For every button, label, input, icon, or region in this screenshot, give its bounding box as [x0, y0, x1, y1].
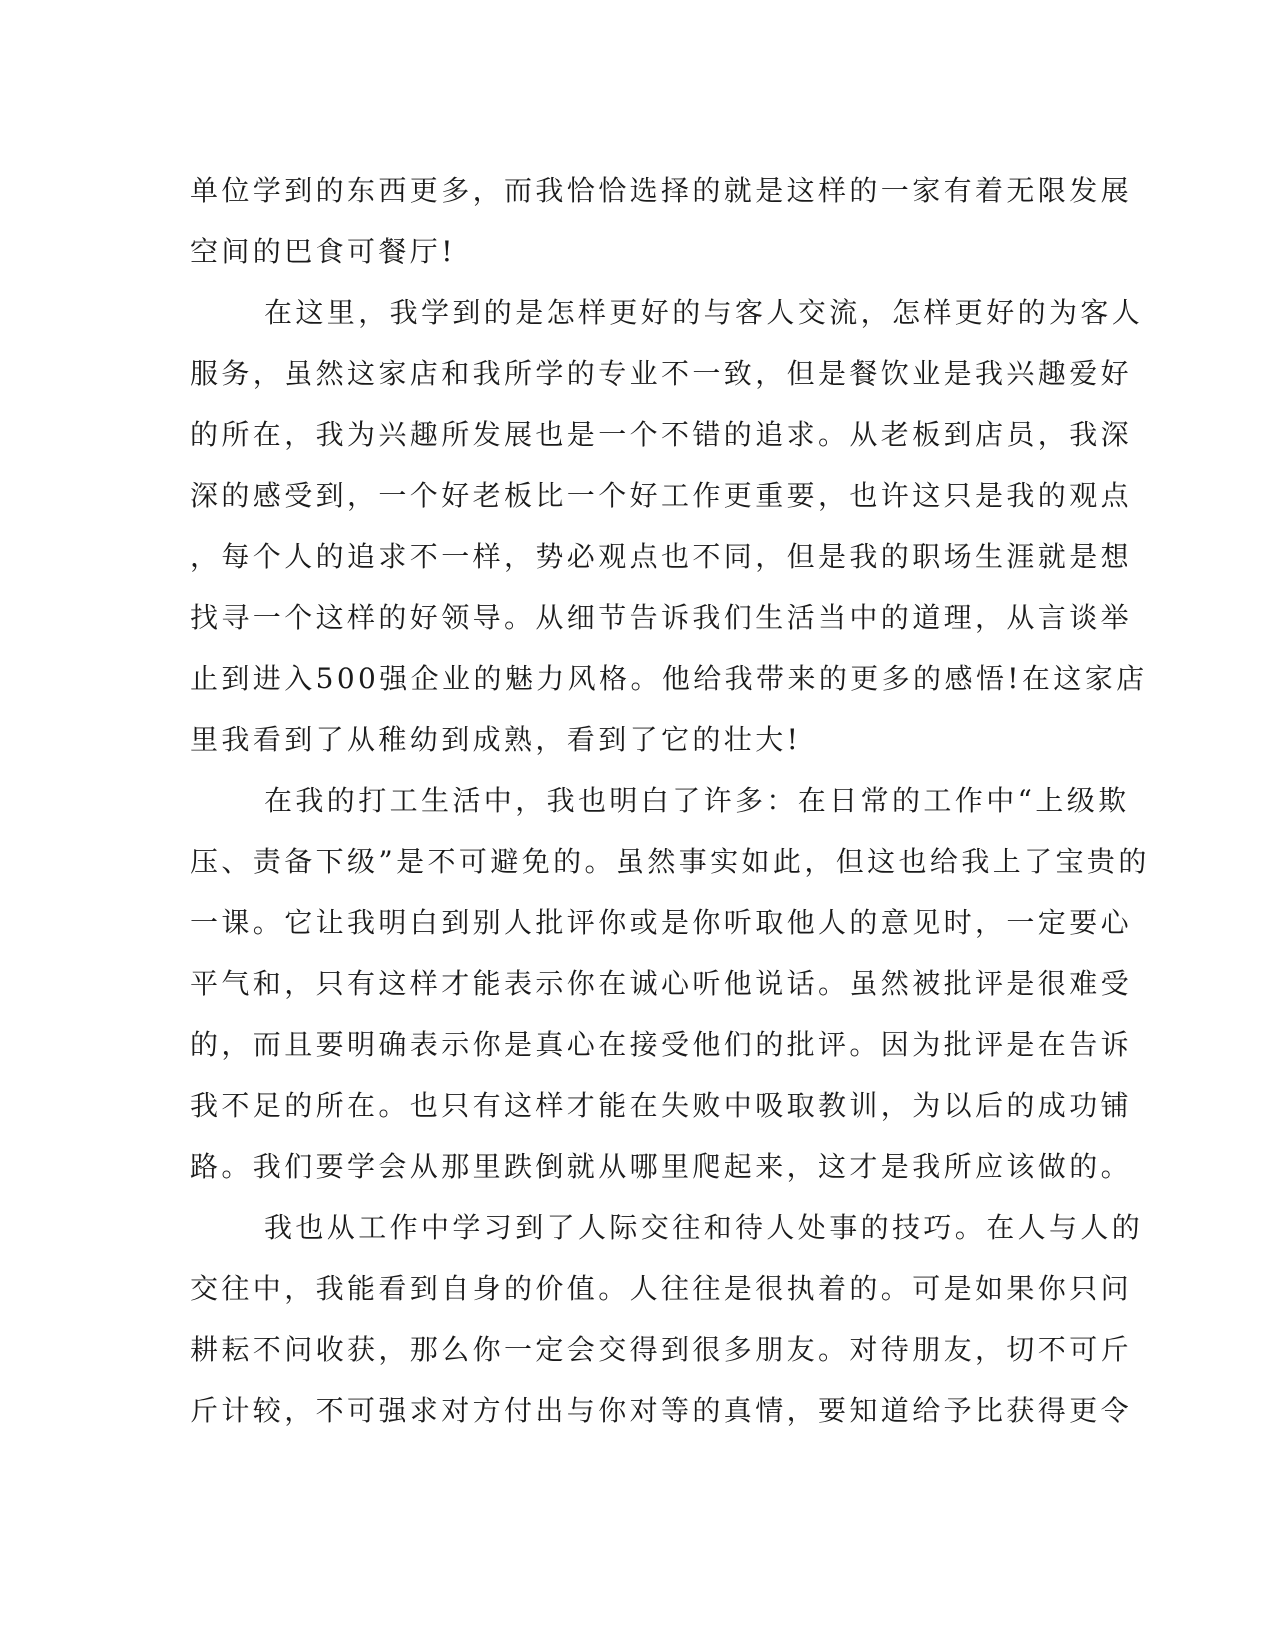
text-line: 一课。它让我明白到别人批评你或是你听取他人的意见时，一定要心 — [190, 906, 1133, 939]
text-line: 耕耘不问收获，那么你一定会交得到很多朋友。对待朋友，切不可斤 — [190, 1333, 1133, 1366]
text-line: ，每个人的追求不一样，势必观点也不同，但是我的职场生涯就是想 — [190, 540, 1133, 573]
text-line: 斤计较，不可强求对方付出与你对等的真情，要知道给予比获得更令 — [190, 1394, 1133, 1427]
text-line: 交往中，我能看到自身的价值。人往往是很执着的。可是如果你只问 — [190, 1272, 1133, 1305]
text-line: 服务，虽然这家店和我所学的专业不一致，但是餐饮业是我兴趣爱好 — [190, 357, 1133, 390]
body-text — [190, 160, 1150, 1441]
text-line: 空间的巴食可餐厅! — [190, 235, 456, 268]
text-line: 单位学到的东西更多，而我恰恰选择的就是这样的一家有着无限发展 — [190, 174, 1133, 207]
text-line: 的，而且要明确表示你是真心在接受他们的批评。因为批评是在告诉 — [190, 1028, 1133, 1061]
text-line: 里我看到了从稚幼到成熟，看到了它的壮大! — [190, 723, 802, 756]
paragraph-start-line: 在这里，我学到的是怎样更好的与客人交流，怎样更好的为客人 — [264, 296, 1144, 329]
paragraph-start-line: 我也从工作中学习到了人际交往和待人处事的技巧。在人与人的 — [264, 1211, 1144, 1244]
text-line: 深的感受到，一个好老板比一个好工作更重要，也许这只是我的观点 — [190, 479, 1133, 512]
text-line: 找寻一个这样的好领导。从细节告诉我们生活当中的道理，从言谈举 — [190, 601, 1133, 634]
text-line: 平气和，只有这样才能表示你在诚心听他说话。虽然被批评是很难受 — [190, 967, 1133, 1000]
text-line: 路。我们要学会从那里跌倒就从哪里爬起来，这才是我所应该做的。 — [190, 1150, 1133, 1183]
text-line: 止到进入500强企业的魅力风格。他给我带来的更多的感悟!在这家店 — [190, 662, 1148, 695]
paragraph-start-line: 在我的打工生活中，我也明白了许多：在日常的工作中“上级欺 — [264, 784, 1130, 817]
text-line: 压、责备下级”是不可避免的。虽然事实如此，但这也给我上了宝贵的 — [190, 845, 1150, 878]
text-line: 我不足的所在。也只有这样才能在失败中吸取教训，为以后的成功铺 — [190, 1089, 1133, 1122]
text-line: 的所在，我为兴趣所发展也是一个不错的追求。从老板到店员，我深 — [190, 418, 1133, 451]
